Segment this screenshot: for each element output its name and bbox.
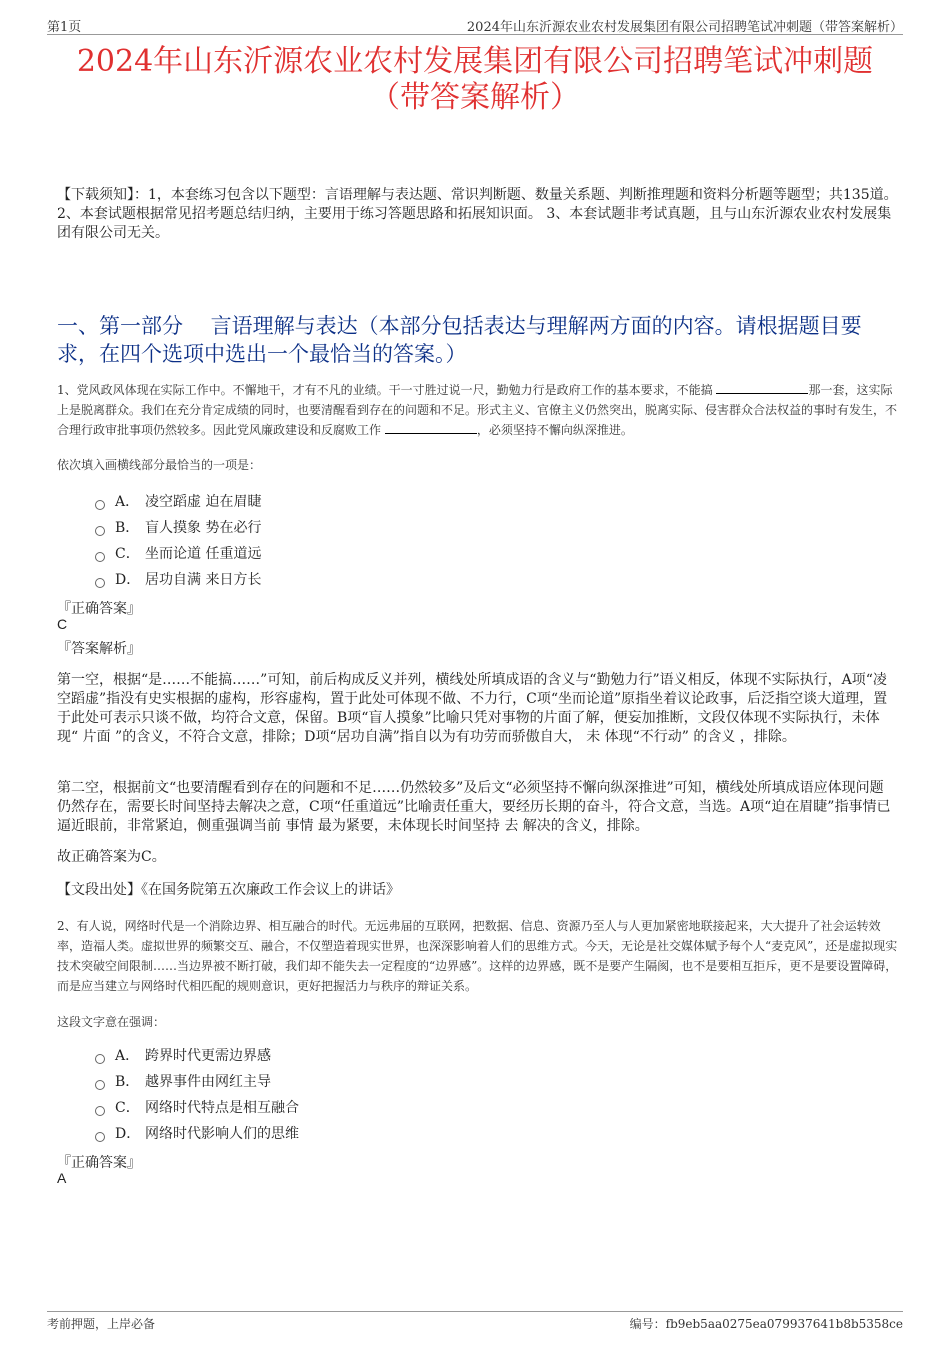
q2-answer: A	[57, 1170, 67, 1186]
footer-doc-id: 编号：fb9eb5aa0275ea079937641b8b5358ce	[629, 1317, 903, 1331]
q1-option-a[interactable]	[95, 488, 261, 514]
option-text: 网络时代影响人们的思维	[145, 1126, 299, 1142]
answer-label: 『正确答案』	[57, 601, 141, 617]
q1-option-b[interactable]	[95, 514, 261, 540]
option-text: 盲人摸象 势在必行	[145, 520, 262, 536]
option-text: 居功自满 来日方长	[145, 572, 262, 588]
option-text: 跨界时代更需边界感	[145, 1048, 271, 1064]
radio-icon[interactable]	[95, 552, 105, 562]
question-2-text: 2、有人说，网络时代是一个消除边界、相互融合的时代。无远弗届的互联网，把数据、信息、资源乃至人与人更加紧密地联接起来，大大提升了社会运转效率，造福人类。虚拟世界的频繁交互、融合，不仅塑造着现实世界，也深深影响着人们的思维方式。今天，无论是社交媒体赋予每个人“麦克风”，还是虚拟现实技术突破空间限制……当边界被不断打破，我们却不能失去一定程度的“边界感”。这样的边界感，既不是要产生隔阂，也不是要相互拒斥，更不是要设置障碍，而是应当建立与网络时代相匹配的规则意识，更好把握活力与秩序的辩证关系。	[57, 919, 898, 993]
option-key: A．	[115, 494, 140, 510]
blank-2	[385, 421, 477, 434]
q1-text-c: ，必须坚持不懈向纵深推进。	[476, 423, 633, 437]
analysis-label: 『答案解析』	[57, 641, 141, 657]
option-text: 凌空蹈虚 迫在眉睫	[145, 494, 262, 510]
question-1-prompt: 依次填入画横线部分最恰当的一项是：	[57, 458, 262, 472]
page-footer	[47, 1311, 903, 1331]
radio-icon[interactable]	[95, 1132, 105, 1142]
title-line-1: 2024年山东沂源农业农村发展集团有限公司招聘笔试冲刺题	[76, 44, 874, 79]
option-text: 坐而论道 任重道远	[145, 546, 262, 562]
q2-option-d[interactable]	[95, 1120, 299, 1146]
option-key: B．	[115, 1074, 140, 1090]
page-header	[47, 14, 903, 35]
option-key: D．	[115, 572, 141, 588]
question-2-prompt: 这段文字意在强调：	[57, 1015, 166, 1029]
q2-option-a[interactable]	[95, 1042, 299, 1068]
option-text: 越界事件由网红主导	[145, 1074, 271, 1090]
answer-label: 『正确答案』	[57, 1155, 141, 1171]
radio-icon[interactable]	[95, 1080, 105, 1090]
q1-text-a: 1、党风政风体现在实际工作中。不懈地干，才有不凡的业绩。干一寸胜过说一尺，勤勉力行是政府工作的基本要求，不能搞	[57, 383, 713, 397]
q1-analysis-1: 第一空，根据“是……不能搞……”可知，前后构成反义并列，横线处所填成语的含义与“勤勉力行”语义相反，体现不实际执行，A项“凌空蹈虚”指没有史实根据的虚构，形容虚构，置于此处可体现不做、不力行，C项“坐而论道”原指坐着议论政事，后泛指空谈大道理，置于此处可表示只谈不做，均符合文意，保留。B项“盲人摸象”比喻只凭对事物的片面了解，便妄加推断，文段仅体现不实际执行，未体现“ 片面 ”的含义，不符合文意，排除；D项“居功自满”指自以为有功劳而骄傲自大， 未 体现“不行动” 的含义 ，排除。	[57, 672, 888, 745]
option-key: A．	[115, 1048, 140, 1064]
q1-option-d[interactable]	[95, 566, 261, 592]
option-key: C．	[115, 546, 140, 562]
option-text: 网络时代特点是相互融合	[145, 1100, 299, 1116]
question-1-options	[95, 488, 261, 592]
option-key: D．	[115, 1126, 141, 1142]
radio-icon[interactable]	[95, 578, 105, 588]
radio-icon[interactable]	[95, 500, 105, 510]
title-line-2: （带答案解析）	[370, 80, 580, 115]
q1-text-b: 那一套，这实际上是脱离群众。我们在充分肯定成绩的同时，也要清醒看到存在的问题和不足。形式主义、官僚主义仍然突出，脱离实际、侵害群众合法权益的事时有发生，不合理行政审批事项仍然较多。因此党风廉政建设和反腐败工作	[57, 383, 898, 437]
blank-1	[716, 381, 808, 394]
option-key: B．	[115, 520, 140, 536]
document-title	[40, 44, 910, 116]
q1-option-c[interactable]	[95, 540, 261, 566]
q1-source: 【文段出处】《在国务院第五次廉政工作会议上的讲话》	[57, 882, 400, 898]
radio-icon[interactable]	[95, 1106, 105, 1116]
q2-option-b[interactable]	[95, 1068, 299, 1094]
q1-analysis-3: 故正确答案为C。	[57, 849, 166, 865]
question-1-text	[57, 380, 902, 440]
option-key: C．	[115, 1100, 140, 1116]
radio-icon[interactable]	[95, 1054, 105, 1064]
section-title: 一、第一部分 言语理解与表达（本部分包括表达与理解两方面的内容。请根据题目要求，在四个选项中选出一个最恰当的答案。）	[57, 314, 862, 366]
download-notice: 【下载须知】：1，本套练习包含以下题型：言语理解与表达题、常识判断题、数量关系题、判断推理题和资料分析题等题型；共135道。 2、本套试题根据常见招考题总结归纳，主要用于练习答题思路和拓展知识面。 3、本套试题非考试真题，且与山东沂源农业农村发展集团有限公司无关。	[57, 187, 898, 241]
footer-slogan: 考前押题，上岸必备	[47, 1317, 156, 1331]
page-number: 第1页	[47, 20, 82, 35]
question-2-options	[95, 1042, 299, 1146]
radio-icon[interactable]	[95, 526, 105, 536]
q1-answer: C	[57, 616, 68, 632]
q2-option-c[interactable]	[95, 1094, 299, 1120]
q1-analysis-2: 第二空，根据前文“也要清醒看到存在的问题和不足……仍然较多”及后文“必须坚持不懈向纵深推进”可知，横线处所填成语应体现问题仍然存在，需要长时间坚持去解决之意，C项“任重道远”比喻责任重大，要经历长期的奋斗，符合文意，当选。A项“迫在眉睫”指事情已逼近眼前，非常紧迫，侧重强调当前 事情 最为紧要，未体现长时间坚持 去 解决的含义，排除。	[57, 780, 891, 834]
header-doc-title: 2024年山东沂源农业农村发展集团有限公司招聘笔试冲刺题（带答案解析）	[466, 20, 903, 35]
